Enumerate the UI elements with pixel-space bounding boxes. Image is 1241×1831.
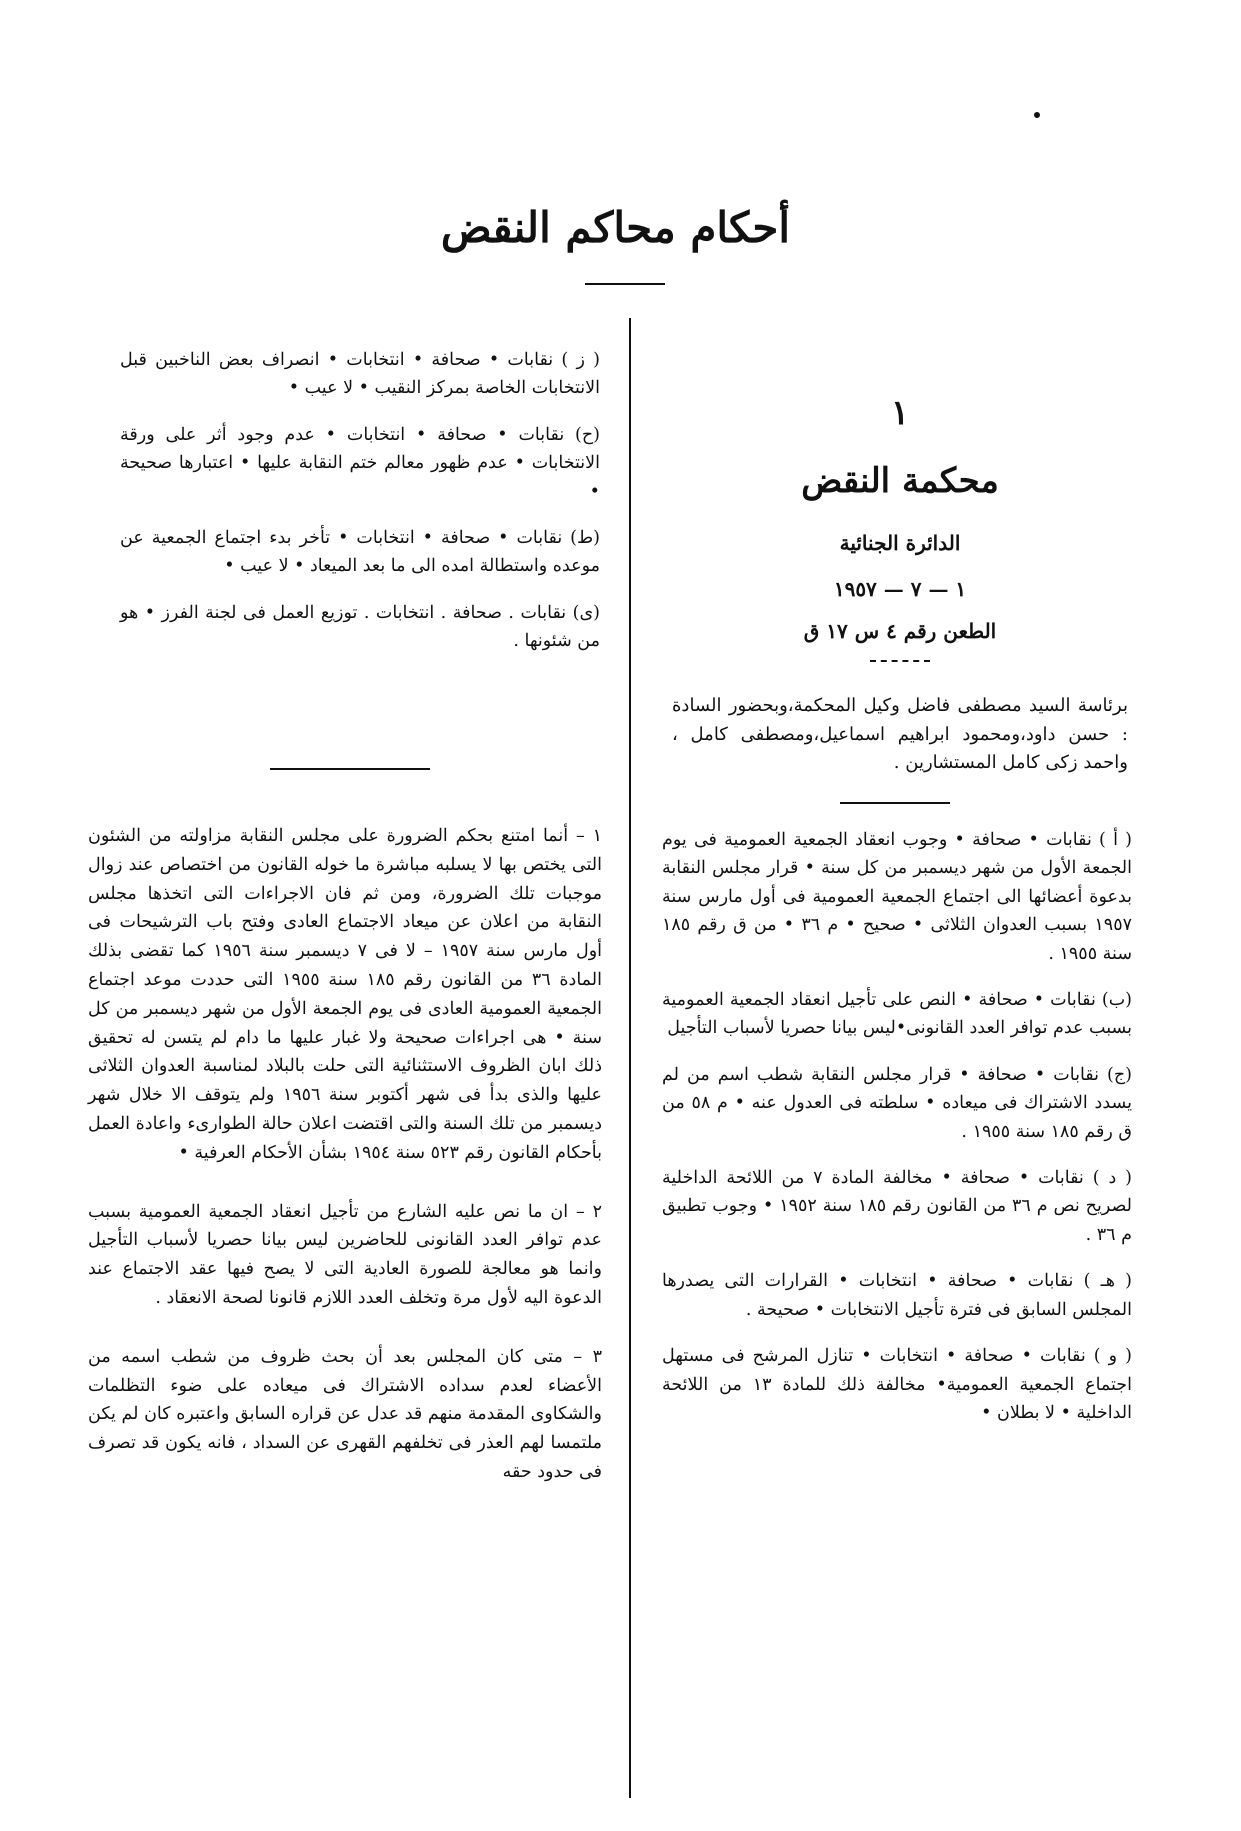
principle-paragraph: ٣ – متى كان المجلس بعد أن بحث ظروف من شطب اسمه من الأعضاء لعدم سداده الاشتراك فى ميعاده على ضوء التظلمات والشكاوى المقدمة منهم قد عدل عن قراره السابق واعتبره كان لم يكن ملتمسا لهم العذر فى تخلفهم القهرى عن السداد ، فانه يكون قد تصرف فى حدود حقه (88, 1346, 602, 1482)
headnote: ( و ) نقابات • صحافة • انتخابات • تنازل المرشح فى مستهل اجتماع الجمعية العمومية• مخالفة ذلك للمادة ١٣ من اللائحة الداخلية • لا بطلان • (662, 1346, 1132, 1423)
column-divider (629, 318, 631, 1798)
court-composition: برئاسة السيد مصطفى فاضل وكيل المحكمة،وبحضور السادة : حسن داود،ومحمود ابراهيم اسماعيل،ومصطفى كامل ، واحمد زكى كامل المستشارين . (672, 695, 1128, 773)
headnote: ( د ) نقابات • صحافة • مخالفة المادة ٧ من اللائحة الداخلية لصريح نص م ٣٦ من القانون رقم ١٨٥ سنة ١٩٥٢ • وجوب تطبيق م ٣٦ . (662, 1168, 1132, 1245)
court-name: محكمة النقض (801, 461, 999, 501)
headnote: ( هـ ) نقابات • صحافة • انتخابات • القرارات التى يصدرها المجلس السابق فى فترة تأجيل الانتخابات • صحيحة . (662, 1271, 1132, 1320)
headnote: (ج) نقابات • صحافة • قرار مجلس النقابة شطب اسم من لم يسدد الاشتراك فى ميعاده • سلطته فى العدول عنه • م ٥٨ من ق رقم ١٨٥ سنة ١٩٥٥ . (662, 1064, 1132, 1142)
headnote: (ى) نقابات . صحافة . انتخابات . توزيع العمل فى لجنة الفرز • هو من شئونها . (120, 602, 600, 652)
principle-paragraph: ١ – أنما امتنع بحكم الضرورة على مجلس النقابة مزاولته من الشئون التى يختص بها لا يسلبه مباشرة ما خوله القانون من اختصاص عند زوال موجبات تلك الضرورة، ومن ثم فان الاجراءات التى اتخذها مجلس النقابة من اعلان عن ميعاد الاجتماع العادى وفتح باب الترشيحات فى أول مارس سنة ١٩٥٧ – لا فى ٧ ديسمبر سنة ١٩٥٦ كما تقضى بذلك المادة ٣٦ من القانون رقم ١٨٥ سنة ١٩٥٥ التى حددت موعد اجتماع الجمعية العمومية العادى فى يوم الجمعة الأول من شهر ديسمبر من كل سنة • هى اجراءات صحيحة ولا غبار عليها ما دام لم يتسن له تحقيق ذلك ابان الظروف الاستثنائية التى حلت بالبلاد لمناسبة العدوان الثلاثى عليها والذى بدأ فى شهر أكتوبر سنة ١٩٥٦ ولم يتوقف الا خلال شهر ديسمبر من تلك السنة والتى اقتضت اعلان حالة الطوارىء واعادة العمل بأحكام القانون رقم ٥٢٣ سنة ١٩٥٤ بشأن الأحكام العرفية • (88, 826, 603, 1163)
circuit-name: الدائرة الجنائية (839, 531, 961, 555)
decision-date: ١ — ٧ — ١٩٥٧ (833, 577, 967, 601)
section-rule (270, 768, 430, 770)
ink-dot (1034, 112, 1040, 118)
appeal-number: الطعن رقم ٤ س ١٧ ق (803, 619, 997, 643)
headnote: ( أ ) نقابات • صحافة • وجوب انعقاد الجمعية العمومية فى يوم الجمعة الأول من شهر ديسمبر من كل سنة • قرار مجلس النقابة بدعوة أعضائها الى اجتماع الجمعية العمومية فى أول مارس سنة ١٩٥٧ بسبب العدوان الثلاثى • صحيح • م ٣٦ • من ق رقم ١٨٥ سنة ١٩٥٥ . (662, 830, 1132, 964)
section-rule (840, 802, 950, 804)
legal-principles (88, 822, 602, 1517)
headnote: (ب) نقابات • صحافة • النص على تأجيل انعقاد الجمعية العمومية بسبب عدم توافر العدد القانونى•ليس بيانا حصريا لأسباب التأجيل (662, 990, 1132, 1039)
headnote: ( ز ) نقابات • صحافة • انتخابات • انصراف بعض الناخبين قبل الانتخابات الخاصة بمركز النقيب • لا عيب • (120, 350, 600, 399)
headnote: (ح) نقابات • صحافة • انتخابات • عدم وجود أثر على ورقة الانتخابات • عدم ظهور معالم ختم النقابة عليها • اعتبارها صحيحة • (120, 424, 600, 502)
dashed-rule (870, 660, 930, 662)
page-title: أحكام محاكم النقض (440, 203, 790, 252)
case-number: ١ (890, 393, 910, 433)
headnote: (ط) نقابات • صحافة • انتخابات • تأخر بدء اجتماع الجمعية عن موعده واستطالة امده الى ما بعد الميعاد • لا عيب • (120, 528, 600, 577)
title-rule (585, 283, 665, 285)
headnotes-left-column (120, 346, 600, 674)
headnotes-right-column (662, 826, 1132, 1445)
principle-paragraph: ٢ – ان ما نص عليه الشارع من تأجيل انعقاد الجمعية العمومية بسبب عدم توافر العدد القانونى للحاضرين ليس بيانا حصريا لأسباب التأجيل وانما هو معالجة للصورة العادية التى لا يصح فيها عقد الاجتماع عند الدعوة اليه لأول مرة وتخلف العدد اللازم قانونا لصحة الانعقاد . (88, 1201, 602, 1308)
